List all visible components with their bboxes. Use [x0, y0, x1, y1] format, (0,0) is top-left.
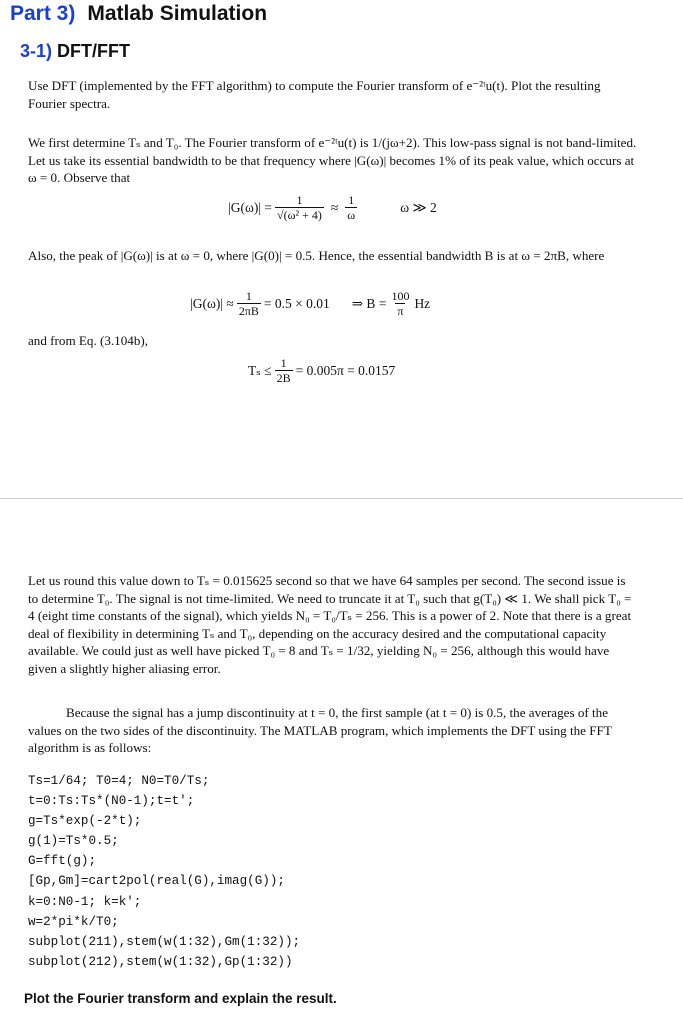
paragraph-text: Because the signal has a jump discontinuity at t = 0, the first sample (at t = 0) is 0.5, the averages of the values on the two sides of the discontinuity. The MATLAB program, which implements the DFT using the FFT algorithm is as follows:	[28, 705, 612, 755]
part-number: Part 3)	[10, 2, 76, 25]
eq1-numerator: 1	[296, 193, 303, 207]
eq1-denominator-2: ω	[347, 208, 356, 222]
intro-paragraph	[28, 77, 638, 112]
eq1-approx: ≈	[330, 199, 339, 215]
task-instruction: Plot the Fourier transform and explain the result.	[24, 991, 337, 1006]
paragraph-text: We first determine Tₛ and T₀. The Fourier transform of e⁻²ᵗu(t) is 1/(jω+2). This low-pass signal is not band-limited. Let us take its essential bandwidth to be that frequency where |G(ω)| becomes 1% of its peak value, which occurs at ω = 0. Observe that	[28, 135, 637, 185]
eq2-unit: Hz	[414, 295, 431, 311]
eq2-fraction	[237, 289, 261, 318]
eq2-arrow: ⇒ B =	[351, 295, 387, 311]
eq2-numerator-2: 100	[391, 289, 410, 303]
eq1-fraction	[275, 193, 324, 222]
paragraph-peak	[28, 247, 638, 265]
eq2-denominator: 2πB	[238, 304, 259, 318]
section-title	[20, 41, 130, 62]
paragraph-discontinuity	[28, 704, 638, 757]
eq1-lhs: |G(ω)| =	[228, 199, 273, 215]
paragraph-text: Let us round this value down to Tₛ = 0.015625 second so that we have 64 samples per second. The second issue is to determine T₀. The signal is not time-limited. We need to truncate it at T₀ such that g(T₀) ≪ 1. We shall pick T₀ = 4 (eight time constants of the signal), which yields N₀ = T₀/Tₛ = 256. This is a power of 2. Note that there is a great deal of flexibility in determining Tₛ and T₀, depending on the accuracy desired and the computational capacity available. We could just as well have picked T₀ = 8 and Tₛ = 1/32, yielding N₀ = 256, although this would have given a slightly higher aliasing error.	[28, 573, 632, 676]
paragraph-text: Also, the peak of |G(ω)| is at ω = 0, where |G(0)| = 0.5. Hence, the essential bandwidth B is at ω = 2πB, where	[28, 248, 605, 263]
paragraph-text: and from Eq. (3.104b),	[28, 333, 148, 348]
matlab-code-block	[28, 771, 300, 972]
eq2-numerator: 1	[245, 289, 252, 303]
code-line: [Gp,Gm]=cart2pol(real(G),imag(G));	[28, 874, 285, 889]
eq1-numerator-2: 1	[348, 193, 355, 207]
eq1-denominator: √(ω² + 4)	[277, 208, 322, 222]
eq2-fraction-2	[389, 289, 411, 318]
code-line: subplot(212),stem(w(1:32),Gp(1:32))	[28, 954, 293, 969]
eq2-denominator-2: π	[397, 304, 404, 318]
eq3-lhs: Tₛ ≤	[248, 362, 272, 378]
eq1-condition: ω ≫ 2	[400, 199, 437, 215]
code-line: G=fft(g);	[28, 854, 97, 869]
equation-bandwidth	[190, 289, 430, 318]
paragraph-rounding	[28, 572, 638, 677]
section-name: DFT/FFT	[57, 41, 131, 61]
eq2-lhs: |G(ω)| ≈	[190, 295, 234, 311]
code-line: k=0:N0-1; k=k';	[28, 894, 142, 909]
eq1-fraction-2	[345, 193, 357, 222]
page-divider	[0, 498, 683, 499]
equation-magnitude	[228, 193, 437, 222]
eq2-middle: = 0.5 × 0.01	[263, 295, 330, 311]
code-line: g=Ts*exp(-2*t);	[28, 814, 142, 829]
eq3-fraction	[275, 356, 293, 385]
code-line: t=0:Ts:Ts*(N0-1);t=t';	[28, 794, 195, 809]
equation-sampling	[248, 356, 395, 385]
code-line: subplot(211),stem(w(1:32),Gm(1:32));	[28, 934, 301, 949]
eq3-rhs: = 0.005π = 0.0157	[295, 362, 396, 378]
intro-text: Use DFT (implemented by the FFT algorithm) to compute the Fourier transform of e⁻²ᵗu(t). Plot the resulting Fourier spectra.	[28, 78, 601, 111]
part-name: Matlab Simulation	[87, 2, 268, 25]
eq3-numerator: 1	[280, 356, 287, 370]
paragraph-from-eq	[28, 332, 638, 350]
code-line: Ts=1/64; T0=4; N0=T0/Ts;	[28, 774, 210, 788]
code-line: g(1)=Ts*0.5;	[28, 834, 119, 849]
section-number: 3-1)	[20, 41, 53, 61]
part-title	[10, 2, 267, 26]
paragraph-essential-bandwidth	[28, 134, 638, 187]
eq3-denominator: 2B	[276, 371, 291, 385]
code-line: w=2*pi*k/T0;	[28, 914, 119, 929]
